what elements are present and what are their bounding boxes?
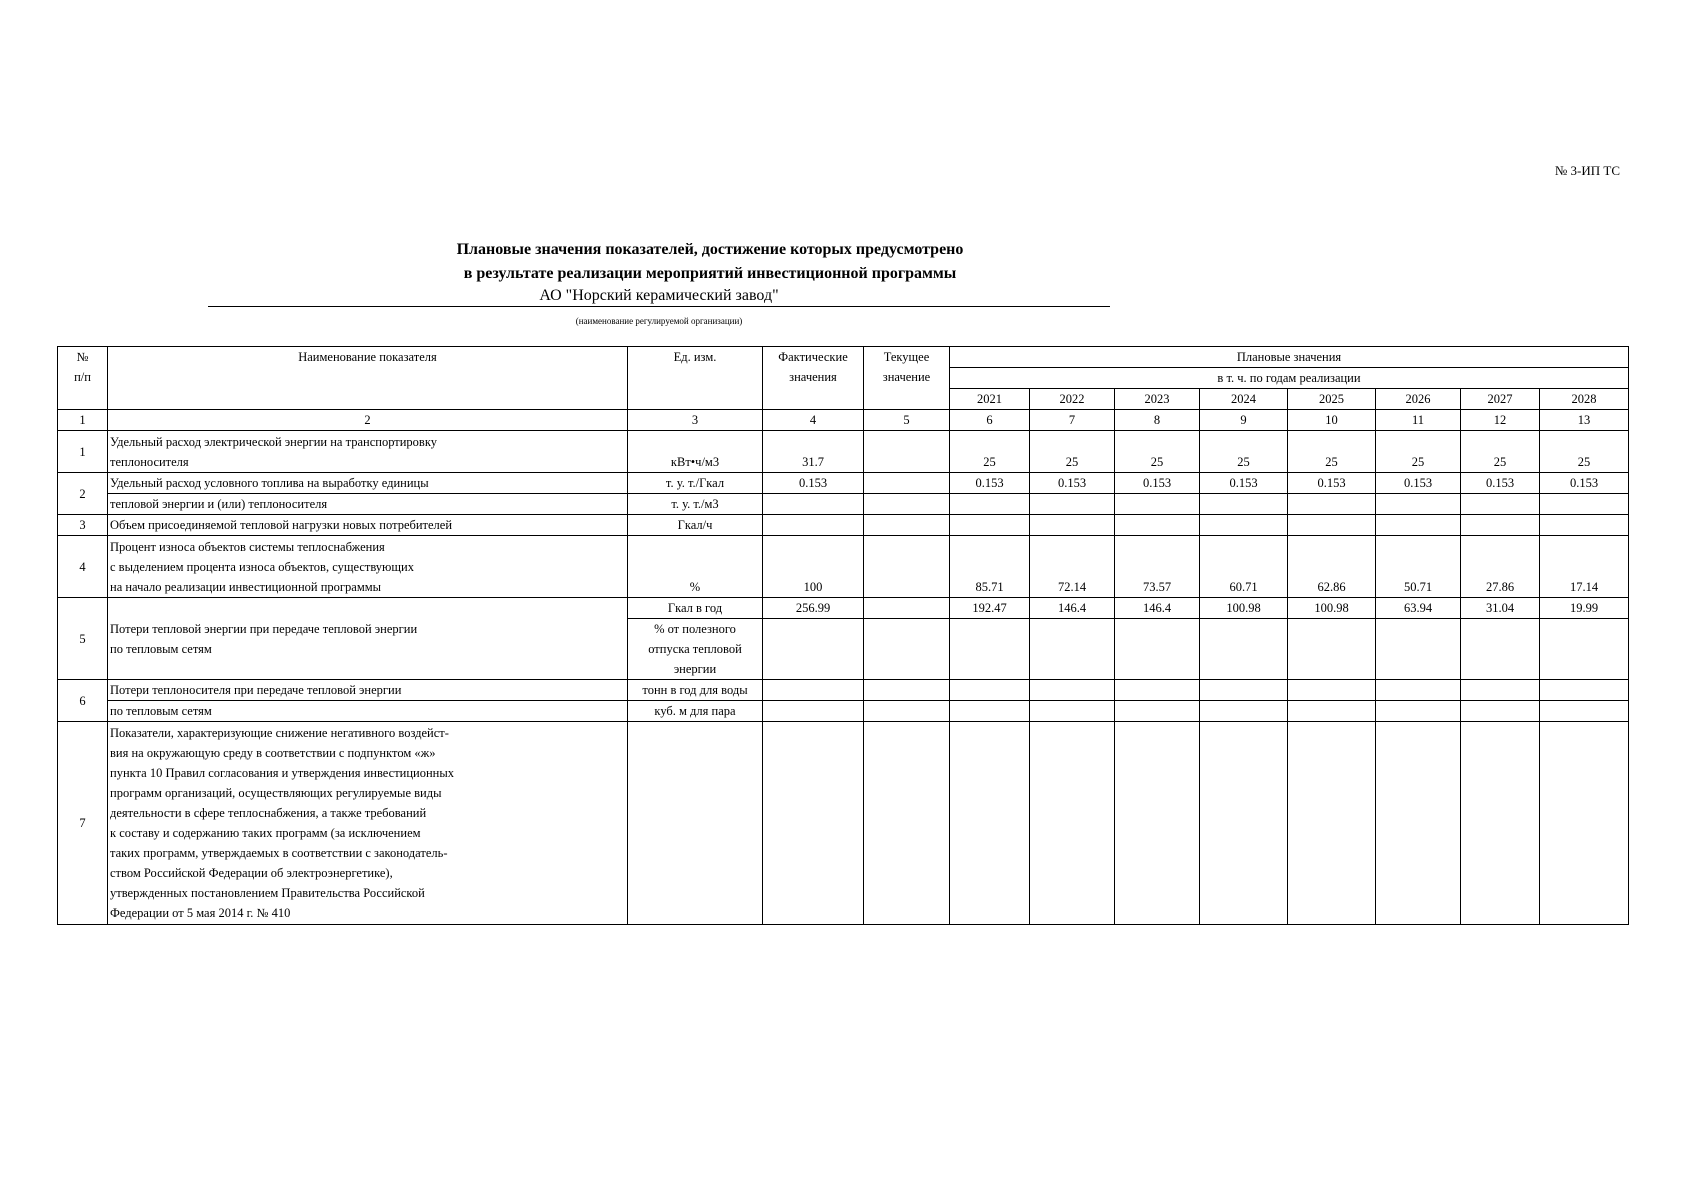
empty-cell [1288, 722, 1376, 925]
col-number: 10 [1288, 410, 1376, 431]
empty-cell [864, 722, 950, 925]
empty-cell [1540, 680, 1629, 701]
col-number: 13 [1540, 410, 1629, 431]
row-year-value: 27.86 [1461, 536, 1540, 598]
empty-cell [1030, 515, 1115, 536]
table-row [58, 431, 1629, 473]
empty-cell [1030, 494, 1115, 515]
row-actual: 0.153 [763, 473, 864, 494]
col-number: 2 [108, 410, 628, 431]
row-current [864, 473, 950, 494]
empty-cell [1200, 722, 1288, 925]
row-num: 3 [58, 515, 108, 536]
empty-cell [1115, 680, 1200, 701]
empty-cell [1200, 619, 1288, 680]
organization-name: АО "Норский керамический завод" [208, 287, 1110, 307]
empty-cell [1540, 619, 1629, 680]
row-year-value: 25 [950, 431, 1030, 473]
row-current [864, 536, 950, 598]
header-year: 2023 [1115, 389, 1200, 410]
empty-cell [1030, 722, 1115, 925]
row-unit: кВт•ч/м3 [628, 431, 763, 473]
table-row [58, 536, 1629, 598]
row-year-value: 0.153 [1200, 473, 1288, 494]
row-name: Объем присоединяемой тепловой нагрузки новых потребителей [108, 515, 628, 536]
row-num: 4 [58, 536, 108, 598]
organization-caption: (наименование регулируемой организации) [575, 316, 743, 326]
empty-cell [1540, 515, 1629, 536]
empty-cell [1115, 722, 1200, 925]
row-name: Потери тепловой энергии при передаче тепловой энергии по тепловым сетям [108, 598, 628, 680]
row-year-value: 192.47 [950, 598, 1030, 619]
header-name: Наименование показателя [108, 347, 628, 410]
empty-cell [950, 680, 1030, 701]
header-year: 2027 [1461, 389, 1540, 410]
row-year-value: 100.98 [1288, 598, 1376, 619]
row-year-value: 17.14 [1540, 536, 1629, 598]
row-unit: т. у. т./м3 [628, 494, 763, 515]
row-name: Потери теплоносителя при передаче тепловой энергии [108, 680, 628, 701]
row-current [864, 598, 950, 619]
empty-cell [1461, 701, 1540, 722]
empty-cell [1288, 619, 1376, 680]
row-year-value: 0.153 [1030, 473, 1115, 494]
row-name: по тепловым сетям [108, 701, 628, 722]
table-row [58, 515, 1629, 536]
header-year: 2022 [1030, 389, 1115, 410]
row-year-value: 25 [1376, 431, 1461, 473]
empty-cell [1115, 619, 1200, 680]
header-by-years: в т. ч. по годам реализации [950, 368, 1629, 389]
col-number: 8 [1115, 410, 1200, 431]
empty-cell [628, 722, 763, 925]
table-row [58, 473, 1629, 494]
empty-cell [1461, 494, 1540, 515]
row-name: Процент износа объектов системы теплоснабжения с выделением процента износа объектов, существующих на начало реализации инвестиционной программы [108, 536, 628, 598]
empty-cell [1376, 680, 1461, 701]
empty-cell [1115, 494, 1200, 515]
empty-cell [950, 494, 1030, 515]
header-num: № п/п [58, 347, 108, 410]
row-year-value: 25 [1030, 431, 1115, 473]
row-year-value: 0.153 [1540, 473, 1629, 494]
row-year-value: 62.86 [1288, 536, 1376, 598]
col-number: 9 [1200, 410, 1288, 431]
empty-cell [864, 494, 950, 515]
row-year-value: 63.94 [1376, 598, 1461, 619]
empty-cell [950, 701, 1030, 722]
table-row [58, 680, 1629, 701]
table-row [58, 598, 1629, 619]
empty-cell [1200, 515, 1288, 536]
row-name: Удельный расход условного топлива на выработку единицы [108, 473, 628, 494]
empty-cell [1376, 494, 1461, 515]
empty-cell [1376, 515, 1461, 536]
row-year-value: 146.4 [1030, 598, 1115, 619]
row-year-value: 0.153 [950, 473, 1030, 494]
row-name: тепловой энергии и (или) теплоносителя [108, 494, 628, 515]
row-num: 7 [58, 722, 108, 925]
col-number: 5 [864, 410, 950, 431]
row-num: 2 [58, 473, 108, 515]
table-row [58, 722, 1629, 925]
col-number: 1 [58, 410, 108, 431]
col-number: 4 [763, 410, 864, 431]
form-number: № 3-ИП ТС [1554, 163, 1620, 178]
empty-cell [864, 680, 950, 701]
header-year: 2026 [1376, 389, 1461, 410]
empty-cell [1030, 619, 1115, 680]
empty-cell [864, 619, 950, 680]
empty-cell [1376, 701, 1461, 722]
empty-cell [1030, 680, 1115, 701]
col-number: 12 [1461, 410, 1540, 431]
row-year-value: 31.04 [1461, 598, 1540, 619]
row-year-value: 0.153 [1376, 473, 1461, 494]
table-row [58, 701, 1629, 722]
row-year-value: 72.14 [1030, 536, 1115, 598]
row-year-value: 146.4 [1115, 598, 1200, 619]
row-unit: Гкал в год [628, 598, 763, 619]
row-year-value: 85.71 [950, 536, 1030, 598]
row-unit: тонн в год для воды [628, 680, 763, 701]
row-year-value: 19.99 [1540, 598, 1629, 619]
row-name: Удельный расход электрической энергии на транспортировку теплоносителя [108, 431, 628, 473]
row-current [864, 431, 950, 473]
empty-cell [1115, 515, 1200, 536]
empty-cell [1461, 619, 1540, 680]
empty-cell [950, 619, 1030, 680]
empty-cell [864, 701, 950, 722]
row-year-value: 50.71 [1376, 536, 1461, 598]
row-actual: 31.7 [763, 431, 864, 473]
row-actual: 100 [763, 536, 864, 598]
empty-cell [1200, 701, 1288, 722]
indicators-table [57, 346, 1629, 925]
empty-cell [1376, 619, 1461, 680]
empty-cell [1461, 722, 1540, 925]
empty-cell [1461, 680, 1540, 701]
empty-cell [763, 619, 864, 680]
empty-cell [950, 722, 1030, 925]
empty-cell [763, 701, 864, 722]
row-name: Показатели, характеризующие снижение негативного воздейст- вия на окружающую среду в соответствии с подпунктом «ж» пункта 10 Правил согласования и утверждения инвестиционных программ организаций, осуществляющих регулируемые виды деятельности в сфере теплоснабжения, а также требований к составу и содержанию таких программ (за исключением таких программ, утверждаемых в соответствии с законодатель- ством Российской Федерации об электроэнергетике), утвержденных постановлением Правительства Российской Федерации от 5 мая 2014 г. № 410 [108, 722, 628, 925]
empty-cell [1115, 701, 1200, 722]
empty-cell [1540, 701, 1629, 722]
col-number: 7 [1030, 410, 1115, 431]
row-unit: % от полезного отпуска тепловой энергии [628, 619, 763, 680]
empty-cell [763, 515, 864, 536]
row-year-value: 25 [1540, 431, 1629, 473]
row-actual: 256.99 [763, 598, 864, 619]
row-num: 1 [58, 431, 108, 473]
empty-cell [1540, 722, 1629, 925]
empty-cell [1461, 515, 1540, 536]
empty-cell [763, 494, 864, 515]
column-numbers-row [58, 410, 1629, 431]
empty-cell [864, 515, 950, 536]
table-row [58, 494, 1629, 515]
header-year: 2021 [950, 389, 1030, 410]
empty-cell [763, 680, 864, 701]
empty-cell [1288, 515, 1376, 536]
empty-cell [1288, 494, 1376, 515]
empty-cell [1288, 680, 1376, 701]
title-line-1: Плановые значения показателей, достижение которых предусмотрено [456, 241, 964, 258]
row-year-value: 0.153 [1288, 473, 1376, 494]
empty-cell [1030, 701, 1115, 722]
row-year-value: 0.153 [1115, 473, 1200, 494]
empty-cell [1200, 680, 1288, 701]
header-year: 2024 [1200, 389, 1288, 410]
empty-cell [1540, 494, 1629, 515]
row-year-value: 25 [1461, 431, 1540, 473]
row-unit: куб. м для пара [628, 701, 763, 722]
header-unit: Ед. изм. [628, 347, 763, 410]
row-year-value: 25 [1288, 431, 1376, 473]
header-actual: Фактические значения [763, 347, 864, 410]
empty-cell [763, 722, 864, 925]
row-year-value: 25 [1115, 431, 1200, 473]
empty-cell [1288, 701, 1376, 722]
empty-cell [950, 515, 1030, 536]
row-num: 5 [58, 598, 108, 680]
header-year: 2025 [1288, 389, 1376, 410]
empty-cell [1376, 722, 1461, 925]
row-year-value: 100.98 [1200, 598, 1288, 619]
header-current: Текущее значение [864, 347, 950, 410]
title-line-2: в результате реализации мероприятий инвестиционной программы [463, 265, 957, 282]
col-number: 11 [1376, 410, 1461, 431]
col-number: 3 [628, 410, 763, 431]
header-year: 2028 [1540, 389, 1629, 410]
row-year-value: 73.57 [1115, 536, 1200, 598]
col-number: 6 [950, 410, 1030, 431]
empty-cell [1200, 494, 1288, 515]
header-planned: Плановые значения [950, 347, 1629, 368]
row-year-value: 60.71 [1200, 536, 1288, 598]
row-unit: т. у. т./Гкал [628, 473, 763, 494]
row-year-value: 25 [1200, 431, 1288, 473]
row-unit: Гкал/ч [628, 515, 763, 536]
row-unit: % [628, 536, 763, 598]
row-year-value: 0.153 [1461, 473, 1540, 494]
row-num: 6 [58, 680, 108, 722]
